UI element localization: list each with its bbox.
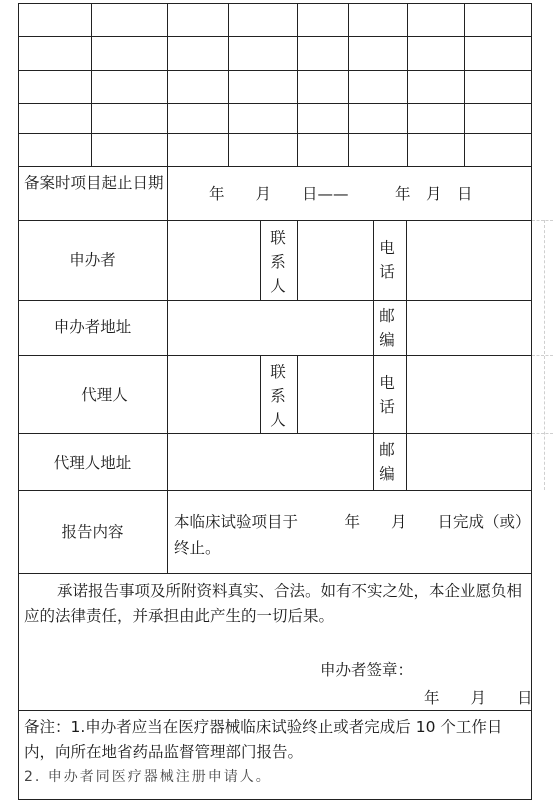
agent-label: 代理人 <box>81 386 128 404</box>
column-divider <box>373 220 374 355</box>
row-divider <box>18 573 532 574</box>
guide-line <box>544 220 545 490</box>
label-char: 系 <box>270 387 286 405</box>
label-char: 电 <box>379 374 395 392</box>
row-divider <box>18 220 532 221</box>
report-label: 报告内容 <box>61 523 124 541</box>
label-char: 联 <box>270 363 286 381</box>
row-divider <box>18 300 532 301</box>
agent-contact-label <box>268 360 288 432</box>
grid-line <box>18 133 532 134</box>
guide-line <box>532 220 553 221</box>
row-divider <box>18 710 532 711</box>
column-divider <box>406 220 407 355</box>
grid-line <box>348 3 349 166</box>
row-divider <box>18 433 532 434</box>
grid-line <box>18 36 532 37</box>
row-divider <box>18 355 532 356</box>
grid-line <box>407 3 408 166</box>
filing-period-date-range: 年 月 日—— 年 月 日 <box>209 185 473 203</box>
label-char: 话 <box>379 398 395 416</box>
grid-line <box>18 166 532 167</box>
agent-phone-label <box>377 371 397 419</box>
commitment-text: 承诺报告事项及所附资料真实、合法。如有不实之处，本企业愿负相应的法律责任，并承担由此产生的一切后果。 <box>24 582 523 625</box>
grid-line <box>91 3 92 166</box>
label-char: 人 <box>270 277 286 295</box>
signature-label: 申办者签章： <box>320 661 414 679</box>
label-char: 编 <box>379 465 395 483</box>
column-divider <box>260 355 261 433</box>
column-divider <box>167 166 168 573</box>
grid-line <box>297 3 298 166</box>
signature-date: 年 月 日 <box>424 689 533 707</box>
column-divider <box>373 355 374 490</box>
guide-line <box>532 433 553 434</box>
column-divider <box>406 355 407 490</box>
grid-line <box>18 103 532 104</box>
sponsor-label: 申办者 <box>69 251 116 269</box>
sponsor-contact-label <box>268 226 288 298</box>
sponsor-address-label: 申办者地址 <box>53 318 132 336</box>
label-char: 编 <box>379 331 395 349</box>
sponsor-phone-label <box>377 236 397 284</box>
label-char: 话 <box>379 263 395 281</box>
sponsor-postcode-label <box>377 304 397 352</box>
agent-address-label: 代理人地址 <box>53 454 132 472</box>
label-char: 联 <box>270 229 286 247</box>
grid-line <box>18 70 532 71</box>
note-2: 2. 申办者同医疗器械注册申请人。 <box>24 769 272 785</box>
label-char: 系 <box>270 253 286 271</box>
report-content: 本临床试验项目于 年 月 日完成（或）终止。 <box>174 513 523 557</box>
row-divider <box>18 490 532 491</box>
label-char: 邮 <box>379 441 395 459</box>
guide-line <box>532 355 553 356</box>
label-char: 人 <box>270 411 286 429</box>
note-1: 备注：1.申办者应当在医疗器械临床试验终止或者完成后 10 个工作日内，向所在地省药品监督管理部门报告。 <box>24 718 503 761</box>
column-divider <box>297 355 298 433</box>
label-char: 电 <box>379 239 395 257</box>
grid-line <box>167 3 168 166</box>
agent-postcode-label <box>377 438 397 486</box>
column-divider <box>260 220 261 300</box>
filing-period-label: 备案时项目起止日期 <box>24 174 164 192</box>
label-char: 邮 <box>379 307 395 325</box>
grid-line <box>228 3 229 166</box>
column-divider <box>297 220 298 300</box>
grid-line <box>464 3 465 166</box>
